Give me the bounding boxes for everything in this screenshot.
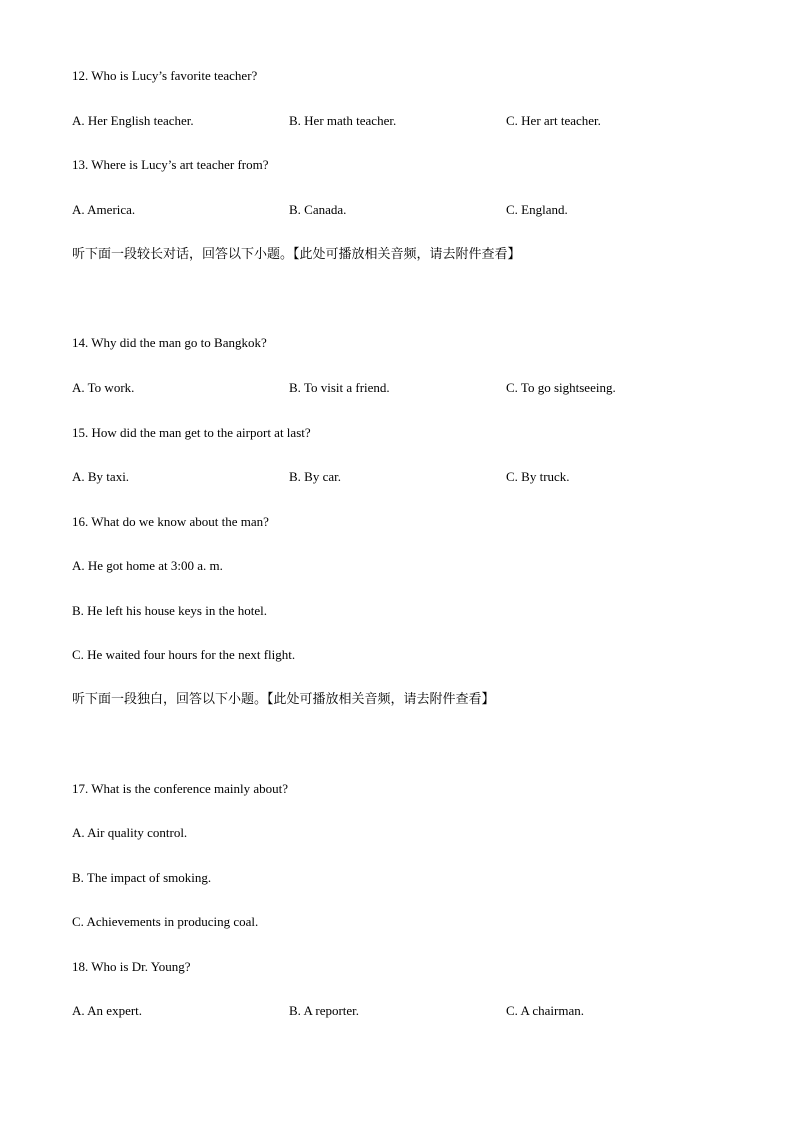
section-instruction-dialogue: 听下面一段较长对话，回答以下小题。【此处可播放相关音频，请去附件查看】 bbox=[72, 247, 521, 262]
option-14-a: A. To work. bbox=[72, 380, 135, 395]
option-16-b: B. He left his house keys in the hotel. bbox=[72, 603, 267, 618]
option-18-b: B. A reporter. bbox=[289, 1003, 360, 1018]
question-13-options bbox=[72, 202, 732, 218]
question-13: 13. Where is Lucy’s art teacher from? bbox=[72, 157, 269, 172]
question-17: 17. What is the conference mainly about? bbox=[72, 781, 288, 796]
option-13-a: A. America. bbox=[72, 202, 136, 217]
option-17-a: A. Air quality control. bbox=[72, 825, 188, 840]
question-18: 18. Who is Dr. Young? bbox=[72, 959, 191, 974]
option-18-c: C. A chairman. bbox=[506, 1003, 584, 1018]
section-instruction-monologue: 听下面一段独白，回答以下小题。【此处可播放相关音频，请去附件查看】 bbox=[72, 692, 495, 707]
question-12-options bbox=[72, 113, 732, 129]
option-15-a: A. By taxi. bbox=[72, 469, 130, 484]
option-16-a: A. He got home at 3:00 a. m. bbox=[72, 558, 223, 573]
option-14-b: B. To visit a friend. bbox=[289, 380, 390, 395]
option-15-b: B. By car. bbox=[289, 469, 341, 484]
option-13-b: B. Canada. bbox=[289, 202, 347, 217]
question-14-options bbox=[72, 380, 732, 396]
option-12-c: C. Her art teacher. bbox=[506, 113, 601, 128]
question-16: 16. What do we know about the man? bbox=[72, 514, 269, 529]
question-15-options bbox=[72, 469, 732, 485]
question-18-options bbox=[72, 1003, 732, 1019]
option-12-b: B. Her math teacher. bbox=[289, 113, 397, 128]
option-18-a: A. An expert. bbox=[72, 1003, 143, 1018]
option-15-c: C. By truck. bbox=[506, 469, 570, 484]
option-16-c: C. He waited four hours for the next flight. bbox=[72, 647, 296, 662]
option-12-a: A. Her English teacher. bbox=[72, 113, 194, 128]
question-12: 12. Who is Lucy’s favorite teacher? bbox=[72, 68, 258, 83]
option-17-b: B. The impact of smoking. bbox=[72, 870, 212, 885]
option-13-c: C. England. bbox=[506, 202, 568, 217]
question-15: 15. How did the man get to the airport at last? bbox=[72, 425, 311, 440]
option-17-c: C. Achievements in producing coal. bbox=[72, 914, 259, 929]
option-14-c: C. To go sightseeing. bbox=[506, 380, 616, 395]
question-14: 14. Why did the man go to Bangkok? bbox=[72, 335, 267, 350]
